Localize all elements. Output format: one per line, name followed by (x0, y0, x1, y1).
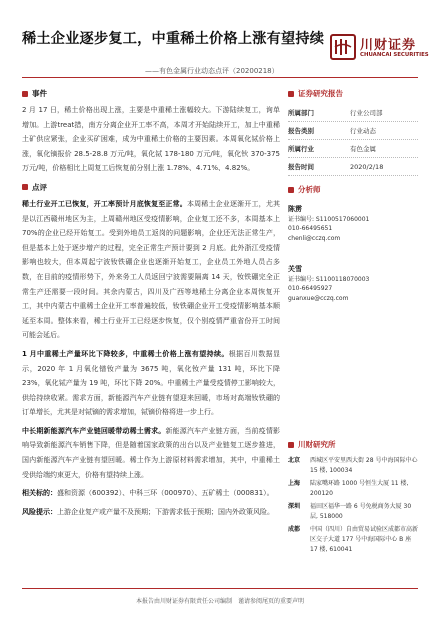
info-row: 报告时间 2020/2/18 (288, 158, 418, 176)
analyst-card (288, 205, 418, 243)
sidebar-heading: 证券研究报告 (288, 88, 343, 99)
report-info-table (288, 104, 418, 176)
report-title: 稀土企业逐步复工，中重稀土价格上涨有望持续 (22, 31, 325, 47)
section-marker-icon (288, 442, 294, 448)
comment-paragraph (22, 197, 280, 343)
demand-paragraph (22, 424, 280, 482)
header-divider (22, 77, 418, 78)
contact-row: 成都 中国（四川）自由贸易试验区成都市高新区交子大道 177 号中海国际中心 B 座 17 楼, 610041 (288, 526, 419, 553)
comment-body: 本周稀土企业逐渐开工，尤其是以江西赣州地区为主，上周赣州地区受疫情影响，企业复工还不多，本周基本上 70%的企业已经开始复工。受到外地员工返岗的问题影响，企业还无法正常生产，但是基本上处于逐步增产的过程，完全正常生产预计要到 2 月底。此外浙江受疫情影响也较大，但本周起宁波钕铁硼企业也逐渐开始复工，企业员工外地人员占多数，在目前的疫情形势下，外来务工人员返回宁波需要隔离 14 天，钕铁硼完全正常生产还需要一段时间。其余内蒙古，四川及广西等地稀土分离企业本周恢复开工，其中内蒙古中重稀土企业开工率普遍较低，钕铁硼企业开工受疫情影响基本顺延至本周。整体来看，稀土行业开工已经逐步恢复，仅个别疫情严重省份开工时间可能会延后。 (22, 199, 281, 340)
suggest-paragraph (22, 486, 280, 501)
company-name-en: CHUANCAI SECURITIES (360, 52, 429, 58)
analyst-email[interactable]: chenli@cczq.com (288, 234, 341, 242)
contact-row: 深圳 福田区福华一路 6 号免税商务大厦 30 层, 518000 (288, 503, 412, 520)
demand-body: 新能源汽车产业链方面，当前疫情影响导致新能源汽车销售下降，但是随着国家政策的出台以及产业链复工逐步推进，国内新能源汽车产业链有望回暖。稀土作为上游原材料需求增加，其中，中重稀土受供给端约束更大，价格有望持续上涨。 (22, 426, 281, 479)
analyst-cert: 证书编号: S1100118070003 (288, 275, 370, 283)
footer-disclaimer: 本报告由川财证券有限责任公司编制 谨请参阅尾页的重要声明 (135, 598, 304, 605)
section-marker-icon (22, 184, 28, 190)
risk-paragraph (22, 505, 280, 520)
analyst-cert: 证书编号: S1100517060001 (288, 215, 370, 223)
risk-label: 风险提示： (22, 507, 57, 516)
section-marker-icon (288, 91, 294, 97)
analyst-email[interactable]: guanxue@cczq.com (288, 294, 349, 302)
info-row: 报告类别 行业动态 (288, 122, 418, 140)
suggest-body: 盛和资源（600392）、中科三环（000970）、五矿稀土（000831）。 (57, 489, 274, 498)
suggest-label: 相关标的： (22, 489, 57, 498)
analyst-card (288, 265, 418, 303)
analyst-heading: 分析师 (288, 184, 418, 195)
company-logo-icon (330, 34, 356, 60)
event-paragraph: 2 月 17 日，稀土价格出现上涨，主要是中重稀土涨幅较大。下游陆续复工，询单增加。上游treat措，南方分离企业开工率不高，本周才开始陆续开工，加上中重稀土矿供应紧张，企业买矿困难，成为中重稀土价格的主要因素。本周氧化铽价格上涨，氧化镝报价 28.5-28.8 万元/吨，氧化铽 178-180 万元/吨，氧化钬 370-375 万元/吨，价格相比上周复工后恢复前分别上涨 1.78%、4.71%、4.82%。 (22, 106, 280, 173)
analyst-phone: 010-66495927 (288, 285, 333, 292)
footer-divider (22, 588, 418, 589)
contact-heading: 川财研究所 (288, 440, 418, 450)
analyst-block (288, 184, 418, 303)
production-body: 根据百川数据显示，2020 年 1 月氧化镨钕产量为 3675 吨，氧化钕产量 131 吨，环比下降 23%，氧化铽产量为 19 吨，环比下降 20%。中重稀土产量受疫情停工影响较大，供给持续收紧。需求方面，新能源汽车产业链有望迎来回暖，市场对高端钕铁硼的订单增长，尤其是对铽镝的需求增加，铽镝价格将进一步上行。 (22, 349, 281, 417)
main-column (22, 88, 280, 519)
comment-lead: 稀土行业开工已恢复，开工率预计月底恢复至正常。 (22, 199, 187, 208)
event-heading: 事件 (22, 88, 280, 99)
contact-row: 北京 西城区平安里西大街 28 号中海国际中心 15 楼, 100034 (288, 457, 418, 474)
contact-row: 上海 陆家嘴环路 1000 号恒生大厦 11 楼, 200120 (288, 480, 409, 497)
info-row: 所属部门 行业公司部 (288, 104, 418, 122)
analyst-name: 关雪 (288, 265, 302, 273)
section-marker-icon (288, 187, 294, 193)
demand-lead: 中长期新能源汽车产业链回暖带动稀土需求。 (22, 426, 166, 435)
production-lead: 1 月中重稀土产量环比下降较多，中重稀土价格上涨有望持续。 (22, 349, 229, 358)
analyst-name: 陈雳 (288, 205, 302, 213)
comment-heading: 点评 (22, 182, 280, 193)
production-paragraph (22, 347, 280, 420)
contact-block (288, 440, 418, 555)
report-subtitle: ——有色金属行业动态点评（20200218） (145, 67, 279, 75)
risk-body: 上游企业复产或产量不及预期；下游需求低于预期；国内外政策风险。 (57, 507, 274, 516)
analyst-phone: 010-66495651 (288, 225, 333, 232)
info-row: 所属行业 有色金属 (288, 140, 418, 158)
section-marker-icon (22, 91, 28, 97)
company-name: 川财证券 (360, 38, 417, 53)
